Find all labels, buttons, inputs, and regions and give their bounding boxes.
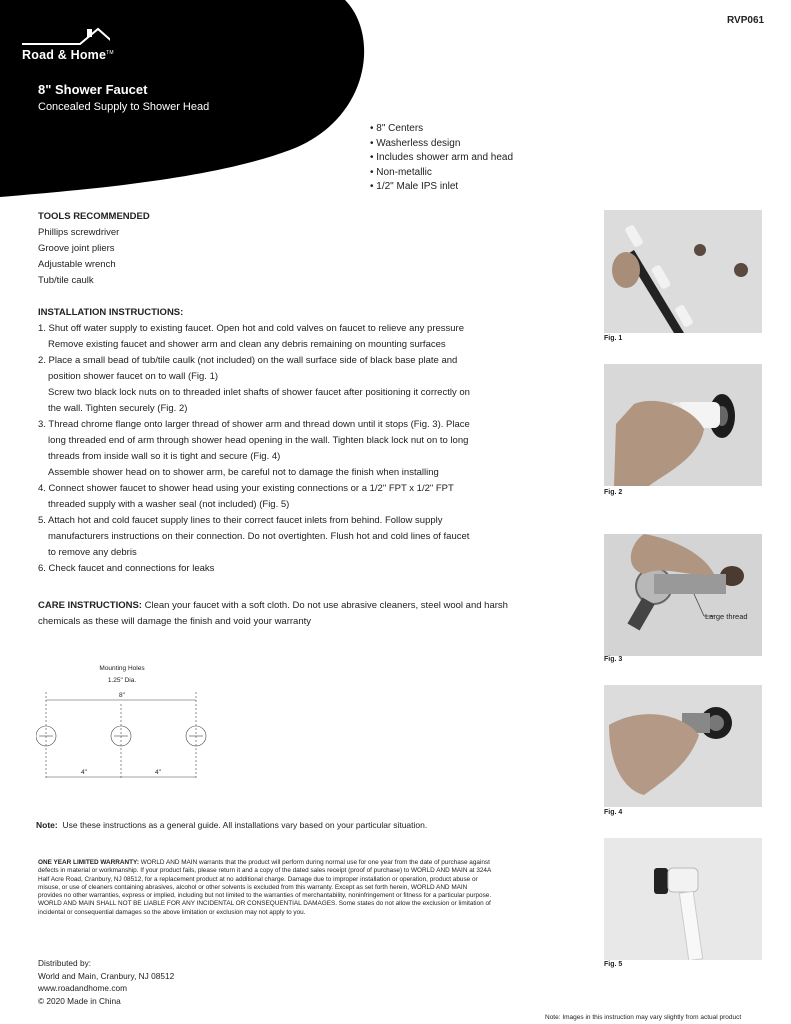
installation-heading: INSTALLATION INSTRUCTIONS: xyxy=(38,307,184,318)
distributor-line: Distributed by: xyxy=(38,958,92,968)
warranty-text: WORLD AND MAIN warrants that the product will perform during normal use for one year from the date of purchase against defects in material or workmanship. If your product fails, please return it and a copy of the dated sales receipt (proof of purchase) to WORLD AND MAIN at 324A Half Acre Road, Cranbury, NJ 08512, for a replacement product at no additional charge. Damage due to improper installation or operation, product abuse or misuse, or use of cleaners containing abrasives, alcohol or other solvents is excluded from this warranty. Except as set forth herein, WORLD AND MAIN provides no other warranties, express or implied, including but not limited to the warranties of merchantability, noninfringement or fitness for a particular purpose. WORLD AND MAIN SHALL NOT BE LIABLE FOR ANY INCIDENTAL OR CONSEQUENTIAL DAMAGES. Some states do not allow the exclusion or limitation of incidental or consequential damages so the above limitation or exclusion may not apply to you. xyxy=(38,859,492,916)
image-disclaimer: Note: Images in this instruction may vary slightly from actual product xyxy=(545,1014,742,1021)
warranty-label: ONE YEAR LIMITED WARRANTY: xyxy=(38,859,139,866)
feature-item: • 8" Centers xyxy=(370,123,424,134)
feature-item: • Non-metallic xyxy=(370,166,432,178)
care-section xyxy=(38,598,508,630)
installation-line: Screw two black lock nuts on to threaded inlet shafts of shower faucet after positioning it correctly on xyxy=(48,387,470,398)
installation-line: the wall. Tighten securely (Fig. 2) xyxy=(48,403,188,414)
figure-4-label: Fig. 4 xyxy=(604,809,623,816)
note-label: Note: xyxy=(36,820,58,830)
installation-line: threaded supply with a washer seal (not included) (Fig. 5) xyxy=(48,499,290,510)
brand-name: Road & Home xyxy=(22,48,107,62)
product-code: RVP061 xyxy=(727,15,765,26)
figure-2-photo xyxy=(604,364,762,486)
installation-line: long threaded end of arm through shower head opening in the wall. Tighten black lock nut on to long xyxy=(48,435,469,446)
note-text: Use these instructions as a general guide. All installations vary based on your particular situation. xyxy=(62,820,428,830)
figure-1-photo xyxy=(604,210,762,333)
installation-line: 2. Place a small bead of tub/tile caulk (not included) on the wall surface side of black base plate and xyxy=(38,355,458,366)
page-title: 8" Shower Faucet xyxy=(38,82,148,97)
installation-line: 6. Check faucet and connections for leaks xyxy=(38,563,215,574)
figure-5-label: Fig. 5 xyxy=(604,961,623,968)
figure-1-label: Fig. 1 xyxy=(604,335,623,342)
tool-item: Phillips screwdriver xyxy=(38,227,120,238)
care-text: Clean your faucet with a soft cloth. Do not use abrasive cleaners, steel wool and harsh chemicals as these will damage the finish and void your warranty xyxy=(38,600,508,627)
note xyxy=(36,820,427,830)
diagram-title: Mounting Holes xyxy=(99,665,145,672)
center-span-label: 8" xyxy=(119,692,125,699)
tools-heading: TOOLS RECOMMENDED xyxy=(38,211,150,222)
tool-item: Tub/tile caulk xyxy=(38,275,94,286)
installation-line: Remove existing faucet and shower arm and clean any debris remaining on mounting surfaces xyxy=(48,339,446,350)
right-spacing-label: 4" xyxy=(155,769,161,776)
warranty-section xyxy=(38,859,493,917)
installation-line: 1. Shut off water supply to existing faucet. Open hot and cold valves on faucet to relieve any pressure xyxy=(38,323,464,334)
figure-4-photo xyxy=(604,685,762,807)
mounting-holes-diagram xyxy=(36,664,226,784)
tool-item: Groove joint pliers xyxy=(38,243,115,254)
large-thread-callout: Large thread xyxy=(705,612,748,621)
feature-item: • 1/2" Male IPS inlet xyxy=(370,181,459,193)
installation-line: 3. Thread chrome flange onto larger thread of shower arm and thread down until it stops (Fig. 3). Place xyxy=(38,419,470,430)
installation-line: manufacturers instructions on their connection. Do not overtighten. Flush hot and cold lines of faucet xyxy=(48,531,470,542)
installation-line: to remove any debris xyxy=(48,547,137,558)
feature-item: • Includes shower arm and head xyxy=(370,152,514,164)
care-heading: CARE INSTRUCTIONS: xyxy=(38,600,142,611)
installation-line: 4. Connect shower faucet to shower head using your existing connections or a 1/2" FPT x 1/2" FPT xyxy=(38,483,454,494)
hole-size-label: 1.25" Dia. xyxy=(107,677,137,684)
distributor-section xyxy=(38,957,174,1007)
figure-2-label: Fig. 2 xyxy=(604,489,623,496)
house-roof-icon xyxy=(20,26,110,50)
feature-list xyxy=(370,122,513,195)
figure-5-photo xyxy=(604,838,762,960)
tool-item: Adjustable wrench xyxy=(38,259,116,270)
figure-3-label: Fig. 3 xyxy=(604,656,623,663)
installation-section xyxy=(38,305,558,577)
installation-line: threads from inside wall so it is tight and secure (Fig. 4) xyxy=(48,451,281,462)
installation-line: 5. Attach hot and cold faucet supply lines to their correct faucet inlets from behind. Follow supply xyxy=(38,515,443,526)
installation-line: Assemble shower head on to shower arm, be careful not to damage the finish when installing xyxy=(48,467,439,478)
left-spacing-label: 4" xyxy=(81,769,87,776)
page-subtitle: Concealed Supply to Shower Head xyxy=(38,101,210,113)
copyright: © 2020 Made in China xyxy=(38,995,121,1006)
distributor-address: World and Main, Cranbury, NJ 08512 xyxy=(38,970,175,981)
tools-section xyxy=(38,209,150,289)
website: www.roadandhome.com xyxy=(38,983,128,993)
feature-item: • Washerless design xyxy=(370,137,461,149)
brand-trademark: TM xyxy=(106,49,114,56)
figure-3-photo xyxy=(604,534,762,656)
installation-line: position shower faucet on to wall (Fig. 1) xyxy=(48,371,219,382)
